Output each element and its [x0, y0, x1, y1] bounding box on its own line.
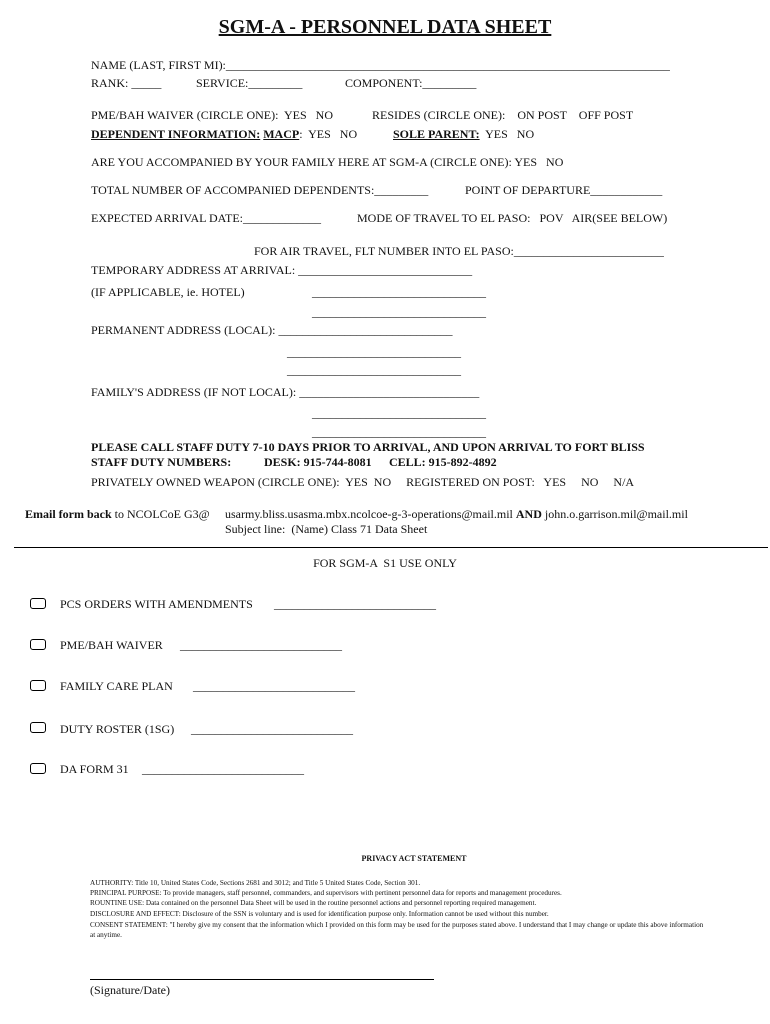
- temp-address-blank-3[interactable]: _____________________________: [312, 305, 486, 319]
- pme-waiver-line: PME/BAH WAIVER (CIRCLE ONE): YES NO: [91, 108, 333, 122]
- point-departure-line[interactable]: POINT OF DEPARTURE____________: [465, 183, 663, 197]
- flight-number-line[interactable]: FOR AIR TRAVEL, FLT NUMBER INTO EL PASO:_________________________: [254, 244, 664, 258]
- call-staff-duty-notice: PLEASE CALL STAFF DUTY 7-10 DAYS PRIOR TO ARRIVAL, AND UPON ARRIVAL TO FORT BLISS: [91, 440, 645, 454]
- s1-use-header: FOR SGM-A S1 USE ONLY: [313, 556, 457, 570]
- permanent-address-line[interactable]: PERMANENT ADDRESS (LOCAL): _____________________________: [91, 323, 453, 337]
- pme-bah-waiver-label: PME/BAH WAIVER: [60, 638, 163, 652]
- dependent-info-line: [91, 127, 357, 141]
- pme-bah-waiver-blank[interactable]: ___________________________: [180, 638, 342, 652]
- page-title: SGM-A - PERSONNEL DATA SHEET: [218, 16, 552, 38]
- permanent-address-blank-3[interactable]: _____________________________: [287, 363, 461, 377]
- weapon-line: PRIVATELY OWNED WEAPON (CIRCLE ONE): YES NO REGISTERED ON POST: YES NO N/A: [91, 475, 635, 489]
- family-care-plan-checkbox[interactable]: [30, 680, 46, 691]
- email-subject-line: Subject line: (Name) Class 71 Data Sheet: [225, 522, 428, 536]
- family-care-plan-label: FAMILY CARE PLAN: [60, 679, 173, 693]
- permanent-address-blank-2[interactable]: _____________________________: [287, 345, 461, 359]
- service-field-line[interactable]: SERVICE:_________: [196, 76, 303, 90]
- signature-date-label: (Signature/Date): [90, 983, 170, 997]
- resides-line: RESIDES (CIRCLE ONE): ON POST OFF POST: [372, 108, 634, 122]
- email-addresses: [225, 507, 688, 521]
- total-dependents-line[interactable]: TOTAL NUMBER OF ACCOMPANIED DEPENDENTS:_________: [91, 183, 429, 197]
- family-address-blank-2[interactable]: _____________________________: [312, 406, 486, 420]
- email-address-1[interactable]: usarmy.bliss.usasma.mbx.ncolcoe-g-3-operations@mail.mil: [225, 507, 516, 521]
- email-to: to NCOLCoE G3@: [111, 507, 210, 521]
- desk-number: DESK: 915-744-8081: [264, 455, 372, 469]
- macp-options: : YES NO: [299, 127, 358, 141]
- email-address-2[interactable]: john.o.garrison.mil@mail.mil: [541, 507, 688, 521]
- accompanied-line: ARE YOU ACCOMPANIED BY YOUR FAMILY HERE AT SGM-A (CIRCLE ONE): YES NO: [91, 155, 564, 169]
- dependent-info-label: DEPENDENT INFORMATION:: [91, 127, 261, 141]
- duty-roster-blank[interactable]: ___________________________: [191, 722, 353, 736]
- da-form-31-label: DA FORM 31: [60, 762, 129, 776]
- pme-bah-waiver-checkbox[interactable]: [30, 639, 46, 650]
- pcs-orders-checkbox[interactable]: [30, 598, 46, 609]
- pcs-orders-blank[interactable]: ___________________________: [274, 597, 436, 611]
- email-and: AND: [515, 507, 542, 521]
- privacy-routine-use: ROUNTINE USE: Data contained on the personnel Data Sheet will be used in the routine personnel actions and personnel reporting required management.: [90, 899, 537, 907]
- macp-label: MACP: [263, 127, 300, 141]
- signature-line[interactable]: [90, 979, 434, 980]
- family-address-blank-3[interactable]: _____________________________: [312, 425, 486, 439]
- temp-address-line[interactable]: TEMPORARY ADDRESS AT ARRIVAL: _____________________________: [91, 263, 473, 277]
- pcs-orders-label: PCS ORDERS WITH AMENDMENTS: [60, 597, 253, 611]
- temp-address-blank-2[interactable]: _____________________________: [312, 285, 486, 299]
- da-form-31-blank[interactable]: ___________________________: [142, 762, 304, 776]
- component-field-line[interactable]: COMPONENT:_________: [345, 76, 477, 90]
- privacy-consent: CONSENT STATEMENT: "I hereby give my consent that the information which I provided on this form may be used for the purposes stated above. I understand that I may change or update this above information at anytime.: [90, 921, 704, 939]
- sole-parent-label: SOLE PARENT:: [393, 127, 480, 141]
- family-care-plan-blank[interactable]: ___________________________: [193, 679, 355, 693]
- privacy-disclosure: DISCLOSURE AND EFFECT: Disclosure of the SSN is voluntary and is used for identification purpose only. Information cannot be used without this number.: [90, 910, 549, 918]
- privacy-principal-purpose: PRINCIPAL PURPOSE: To provide managers, staff personnel, commanders, and supervisors with pertinent personnel data for reports and management procedures.: [90, 889, 562, 897]
- name-field-line[interactable]: NAME (LAST, FIRST MI):__________________________________________________________________________: [91, 58, 670, 72]
- duty-roster-label: DUTY ROSTER (1SG): [60, 722, 175, 736]
- mode-travel-line: MODE OF TRAVEL TO EL PASO: POV AIR(SEE BELOW): [357, 211, 668, 225]
- temp-address-note: (IF APPLICABLE, ie. HOTEL): [91, 285, 245, 299]
- da-form-31-checkbox[interactable]: [30, 763, 46, 774]
- cell-number: CELL: 915-892-4892: [389, 455, 497, 469]
- staff-duty-numbers-label: STAFF DUTY NUMBERS:: [91, 455, 232, 469]
- sole-parent-line: [393, 127, 534, 141]
- privacy-authority: AUTHORITY: Title 10, United States Code, Sections 2681 and 3012; and Title 5 United States Code, Section 301.: [90, 879, 421, 887]
- section-divider: [14, 547, 768, 548]
- family-address-line[interactable]: FAMILY'S ADDRESS (IF NOT LOCAL): ______________________________: [91, 385, 480, 399]
- email-label: Email form back: [25, 507, 112, 521]
- arrival-date-line[interactable]: EXPECTED ARRIVAL DATE:_____________: [91, 211, 322, 225]
- email-instruction: [25, 507, 210, 521]
- rank-field-line[interactable]: RANK: _____: [91, 76, 162, 90]
- sole-parent-options: YES NO: [479, 127, 535, 141]
- privacy-act-title: PRIVACY ACT STATEMENT: [361, 854, 467, 863]
- duty-roster-checkbox[interactable]: [30, 722, 46, 733]
